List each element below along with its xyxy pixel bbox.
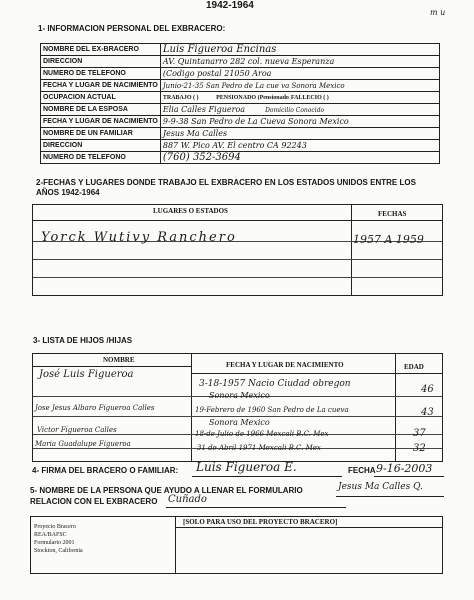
- footer-line-1: Proyecto Bracero: [34, 524, 76, 530]
- child-2-birth-place: Sonora Mexico: [209, 418, 270, 427]
- footer-line-4: Stockton, California: [34, 548, 83, 554]
- section5-line2: RELACION CON EL EXBRACERO: [30, 497, 158, 506]
- work-header-divider: [33, 220, 442, 221]
- label-relative: NOMBRE DE UN FAMILIAR: [41, 128, 161, 140]
- children-table: [32, 353, 443, 462]
- office-use-label: [SOLO PARA USO DEL PROYECTO BRACERO]: [183, 518, 338, 526]
- value-relative-address: 887 W. Pico AV. El centro CA 92243: [160, 140, 439, 152]
- value-birth: Junio-21-35 San Pedro de La cue va Sonora Mexico: [160, 80, 439, 92]
- child-3-age: 37: [413, 428, 426, 439]
- footer-line-2: REA/BAFSC: [34, 532, 67, 538]
- row-relative: [41, 128, 440, 140]
- label-spouse: NOMBRE DE LA ESPOSA: [41, 104, 161, 116]
- child-3-name: Victor Figueroa Calles: [37, 426, 117, 434]
- work-line-3: [33, 277, 442, 278]
- work-column-divider: [351, 205, 352, 295]
- relation-value: Cuñado: [168, 494, 207, 505]
- date-line: [374, 476, 444, 477]
- work-entry-dates: 1957 A 1959: [353, 233, 424, 246]
- label-birth: FECHA Y LUGAR DE NACIMIENTO: [41, 80, 161, 92]
- label-occupation: OCUPACION ACTUAL: [41, 92, 161, 104]
- child-2-name: Jose Jesus Albaro Figueroa Calles: [35, 404, 155, 412]
- child-1-birth-place: Sonora Mexico: [209, 391, 270, 400]
- footer-line-3: Formulario 2001: [34, 540, 75, 546]
- spouse-name: Elia Calles Figueroa: [162, 105, 246, 114]
- work-entry-place: Yorck Wutivy Ranchero: [41, 230, 237, 245]
- children-divider-1: [191, 354, 192, 461]
- section3-title: 3- LISTA DE HIJOS /HIJAS: [33, 336, 133, 345]
- row-occupation: [41, 92, 440, 104]
- footer-address-block: [34, 523, 83, 555]
- helper-name: Jesus Ma Calles Q.: [338, 482, 423, 492]
- child-4-birth: 31 de Abril 1971 Mexcali B.C. Mex: [197, 444, 321, 452]
- child-1-name: José Luis Figueroa: [39, 369, 134, 380]
- office-use-top-line: [175, 527, 442, 528]
- value-relative: Jesus Ma Calles: [160, 128, 439, 140]
- signature-line: [192, 476, 342, 477]
- row-spouse-birth: [41, 116, 440, 128]
- work-line-2: [33, 259, 442, 260]
- row-bracero-name: [41, 44, 440, 56]
- children-col-name: NOMBRE: [103, 356, 135, 364]
- occupation-fallecio: FALLECIO ( ): [290, 95, 329, 101]
- children-col-age: EDAD: [404, 363, 424, 371]
- value-phone: (Codigo postal 21050 Aroa: [160, 68, 439, 80]
- row-address: [41, 56, 440, 68]
- section2-title-line2: AÑOS 1942-1964: [36, 188, 100, 197]
- label-phone: NUMERO DE TELEFONO: [41, 68, 161, 80]
- spouse-note: Domicilio Conocido: [265, 107, 325, 114]
- label-relative-phone: NUMERO DE TELEFONO: [41, 152, 161, 164]
- section1-title: 1- INFORMACION PERSONAL DEL EXBRACERO:: [38, 24, 226, 33]
- occupation-trabajo: TRABAJO ( ): [162, 95, 199, 101]
- children-birth-header-line: [191, 373, 442, 374]
- row-phone: [41, 68, 440, 80]
- value-spouse-birth: 9-9-38 San Pedro de La Cueva Sonora Mexico: [160, 116, 439, 128]
- label-relative-address: DIRECCION: [41, 140, 161, 152]
- personal-info-table: [40, 43, 440, 164]
- child-1-age: 46: [421, 384, 434, 395]
- child-4-age: 32: [413, 443, 426, 454]
- section4-label: 4- FIRMA DEL BRACERO O FAMILIAR:: [32, 466, 179, 475]
- occupation-pensionado: PENSIONADO (Pensionado: [216, 95, 289, 101]
- section5-line1: 5- NOMBRE DE LA PERSONA QUE AYUDO A LLENAR EL FORMULARIO: [30, 486, 303, 495]
- children-line-2: [33, 416, 442, 417]
- relation-line: [166, 507, 346, 508]
- label-bracero-name: NOMBRE DEL EX-BRACERO: [41, 44, 161, 56]
- children-col-birth: FECHA Y LUGAR DE NACIMIENTO: [226, 361, 344, 369]
- row-spouse: [41, 104, 440, 116]
- office-use-box: [30, 516, 443, 574]
- corner-handwritten-mark: m u: [430, 8, 446, 17]
- value-relative-phone: (760) 352-3694: [160, 152, 439, 164]
- child-4-name: Maria Guadalupe Figueroa: [35, 440, 131, 448]
- child-1-birth: 3-18-1957 Nacio Ciudad obregon: [199, 379, 351, 389]
- helper-line: [336, 496, 444, 497]
- value-address: AV. Quintanarro 282 col. nueva Esperanza: [160, 56, 439, 68]
- child-2-birth: 19-Febrero de 1960 San Pedro de La cueva: [195, 406, 349, 414]
- row-birth: [41, 80, 440, 92]
- child-2-age: 43: [421, 407, 434, 418]
- value-bracero-name: Luis Figueroa Encinas: [160, 44, 439, 56]
- bracero-signature: Luis Figueroa E.: [196, 460, 297, 474]
- row-relative-address: [41, 140, 440, 152]
- value-spouse: [160, 104, 439, 116]
- children-divider-2: [395, 354, 396, 461]
- child-3-birth: 18-de Julio de 1966 Mexcali B.C. Mex: [195, 430, 329, 438]
- date-label: FECHA: [348, 466, 376, 475]
- section2-title: [36, 178, 416, 198]
- work-col-dates: FECHAS: [378, 210, 407, 218]
- work-history-box: [32, 204, 443, 296]
- work-col-place: LUGARES O ESTADOS: [153, 207, 228, 215]
- row-relative-phone: [41, 152, 440, 164]
- office-use-divider: [175, 517, 176, 573]
- form-years-title: 1942-1964: [206, 0, 254, 11]
- value-occupation: [160, 92, 439, 104]
- label-spouse-birth: FECHA Y LUGAR DE NACIMIENTO: [41, 116, 161, 128]
- label-address: DIRECCION: [41, 56, 161, 68]
- section2-title-line1: 2-FECHAS Y LUGARES DONDE TRABAJO EL EXBRACERO EN LOS ESTADOS UNIDOS ENTRE LOS: [36, 178, 416, 187]
- signature-date: 9-16-2003: [376, 462, 433, 475]
- children-name-header-line: [33, 366, 191, 367]
